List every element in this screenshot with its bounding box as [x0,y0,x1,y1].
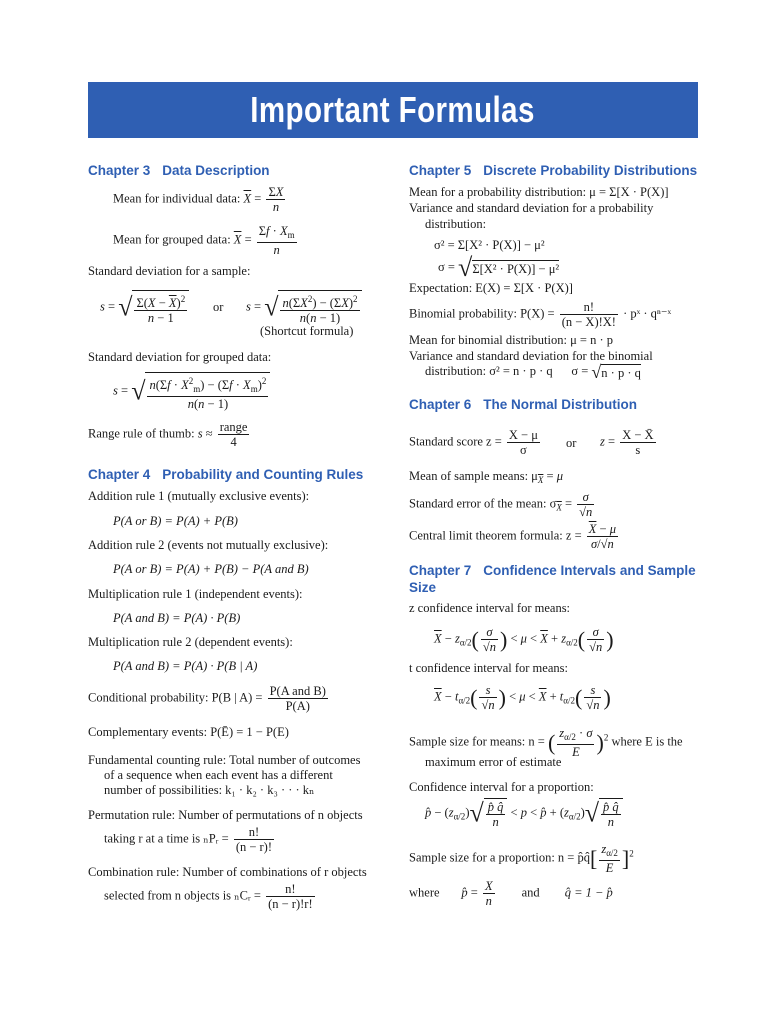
clt-formula: Central limit theorem formula: z = $\frac{\overline{X} - \mu}{\sigma/√n}$ [409,522,616,551]
addition-rule-2-formula: P(A or B) = P(A) + P(B) − P(A and B) [113,562,309,576]
binomial-probability-formula: Binomial probability: P(X) = $\frac{n!}{(n - X)!X!}$ · pˣ · qⁿ⁻ˣ [409,300,672,329]
or-label: or [213,300,224,314]
sd-grouped-label: Standard deviation for grouped data: [88,350,272,364]
where-phat-formula: where p̂ = $\frac{X}{n}$ and q̂ = 1 − p̂ [409,879,613,908]
sample-size-means-formula: Sample size for means: n = ( $\frac{z_{\alpha/2} \cdot \sigma}{E}$ )$^2$ where E is the [409,726,683,759]
binomial-variance-line2: distribution: σ² = n · p · q σ = √n · p · q [425,362,641,382]
permutation-rule-formula: taking r at a time is ₙPᵣ = $\frac{n!}{(n - r)!}$ [104,825,273,854]
range-rule-formula: Range rule of thumb: s ≈ $\frac{\text{range}}{4}$ [88,420,248,449]
title-banner [88,82,698,138]
z-ci-label: z confidence interval for means: [409,601,571,615]
standard-score-formula-2: z = $\frac{X - X̄}{s}$ [600,428,654,457]
fundamental-counting-line3: number of possibilities: k₁ · k₂ · k₃ · · · kₙ [104,783,315,797]
multiplication-rule-1-label: Multiplication rule 1 (independent events): [88,587,303,601]
complementary-events: Complementary events: P(Ē) = 1 − P(E) [88,725,289,739]
shortcut-note: (Shortcut formula) [260,324,354,338]
mean-individual-formula: Mean for individual data: $\overline{X}$ = $\frac{\Sigma X}{n}$ [113,185,284,214]
standard-score-formula: Standard score z = $\frac{X - \mu}{\sigma}$ [409,428,538,457]
combination-rule-line1: Combination rule: Number of combinations of r objects [88,865,367,879]
mean-grouped-formula: Mean for grouped data: $\overline{X}$ = $\frac{\Sigma f \cdot X_m}{n}$ [113,224,295,257]
sample-size-means-note: maximum error of estimate [425,755,562,769]
fundamental-counting-line1: Fundamental counting rule: Total number of outcomes [88,753,361,767]
sd-shortcut-formula: s = √ $\frac{n(\Sigma X^2) - (\Sigma X)^2}{n(n - 1)}$ [246,290,362,325]
sample-size-proportion-formula: Sample size for a proportion: n = p̂q̂[ $\frac{z_{\alpha/2}}{E}$ ]$^2$ [409,842,634,875]
sd-formula: σ = √Σ[X² · P(X)] − μ² [438,253,560,282]
ci-proportion-formula: p̂ − $(z_{\alpha/2})√$ $\frac{p̂ q̂}{n}$ < p < p̂ + $(z_{\alpha/2})√$ $\frac{p̂ q̂}{n}$ [425,798,623,829]
combination-rule-formula: selected from n objects is ₙCᵣ = $\frac{n!}{(n - r)!r!}$ [104,882,313,911]
multiplication-rule-2-formula: P(A and B) = P(A) · P(B | A) [113,659,258,673]
variance-label-line2: distribution: [425,217,487,231]
addition-rule-2-label: Addition rule 2 (events not mutually exclusive): [88,538,329,552]
chapter-7-heading: Chapter 7 Confidence Intervals and Sample Size [409,563,696,595]
mean-sample-means: Mean of sample means: $\mu_{\overline{X}} = \mu$ [409,469,563,485]
sd-sample-label: Standard deviation for a sample: [88,264,251,278]
chapter-5-heading: Chapter 5 Discrete Probability Distributions [409,163,698,178]
page-title: Important Formulas [250,89,536,130]
standard-error-formula: Standard error of the mean: $\sigma_{\overline{X}}$ = $\frac{\sigma}{√n}$ [409,490,593,519]
expectation-formula: Expectation: E(X) = Σ[X · P(X)] [409,281,573,295]
addition-rule-1-label: Addition rule 1 (mutually exclusive events): [88,489,310,503]
sd-grouped-formula: s = √ $\frac{n(\Sigma f \cdot X^2_m) - (\Sigma f \cdot X_m)^2}{n(n - 1)}$ [113,372,270,411]
chapter-6-heading: Chapter 6 The Normal Distribution [409,397,638,412]
permutation-rule-line1: Permutation rule: Number of permutations of n objects [88,808,363,822]
z-ci-formula: $\overline{X} - z_{\alpha/2}$( $\frac{\sigma}{√n}$ ) < $\mu < \overline{X} + z_{\alpha/2}$( $\frac{\sigma}{√n}$ ) [434,625,614,654]
variance-label-line1: Variance and standard deviation for a probability [409,201,654,215]
variance-formula: σ² = Σ[X² · P(X)] − μ² [434,238,545,252]
multiplication-rule-2-label: Multiplication rule 2 (dependent events): [88,635,293,649]
binomial-mean: Mean for binomial distribution: μ = n · p [409,333,614,347]
chapter-3-heading: Chapter 3 Data Description [88,163,270,178]
multiplication-rule-1-formula: P(A and B) = P(A) · P(B) [113,611,241,625]
mean-probability-distribution: Mean for a probability distribution: μ = Σ[X · P(X)] [409,185,669,199]
t-ci-label: t confidence interval for means: [409,661,568,675]
fundamental-counting-line2: of a sequence when each event has a different [104,768,333,782]
chapter-4-heading: Chapter 4 Probability and Counting Rules [88,467,364,482]
ci-proportion-label: Confidence interval for a proportion: [409,780,594,794]
or-label-ch6: or [566,436,577,450]
addition-rule-1-formula: P(A or B) = P(A) + P(B) [113,514,238,528]
binomial-variance-line1: Variance and standard deviation for the binomial [409,349,653,363]
t-ci-formula: $\overline{X} - t_{\alpha/2}$( $\frac{s}{√n}$ ) < $\mu < \overline{X} + t_{\alpha/2}$( $\frac{s}{√n}$ ) [434,683,611,712]
conditional-probability-formula: Conditional probability: P(B | A) = $\frac{\text{P(A and B)}}{P(A)}$ [88,684,326,713]
sd-sample-formula: s = √ $\frac{\Sigma(X - \overline{X})^2}{n - 1}$ [100,290,189,325]
